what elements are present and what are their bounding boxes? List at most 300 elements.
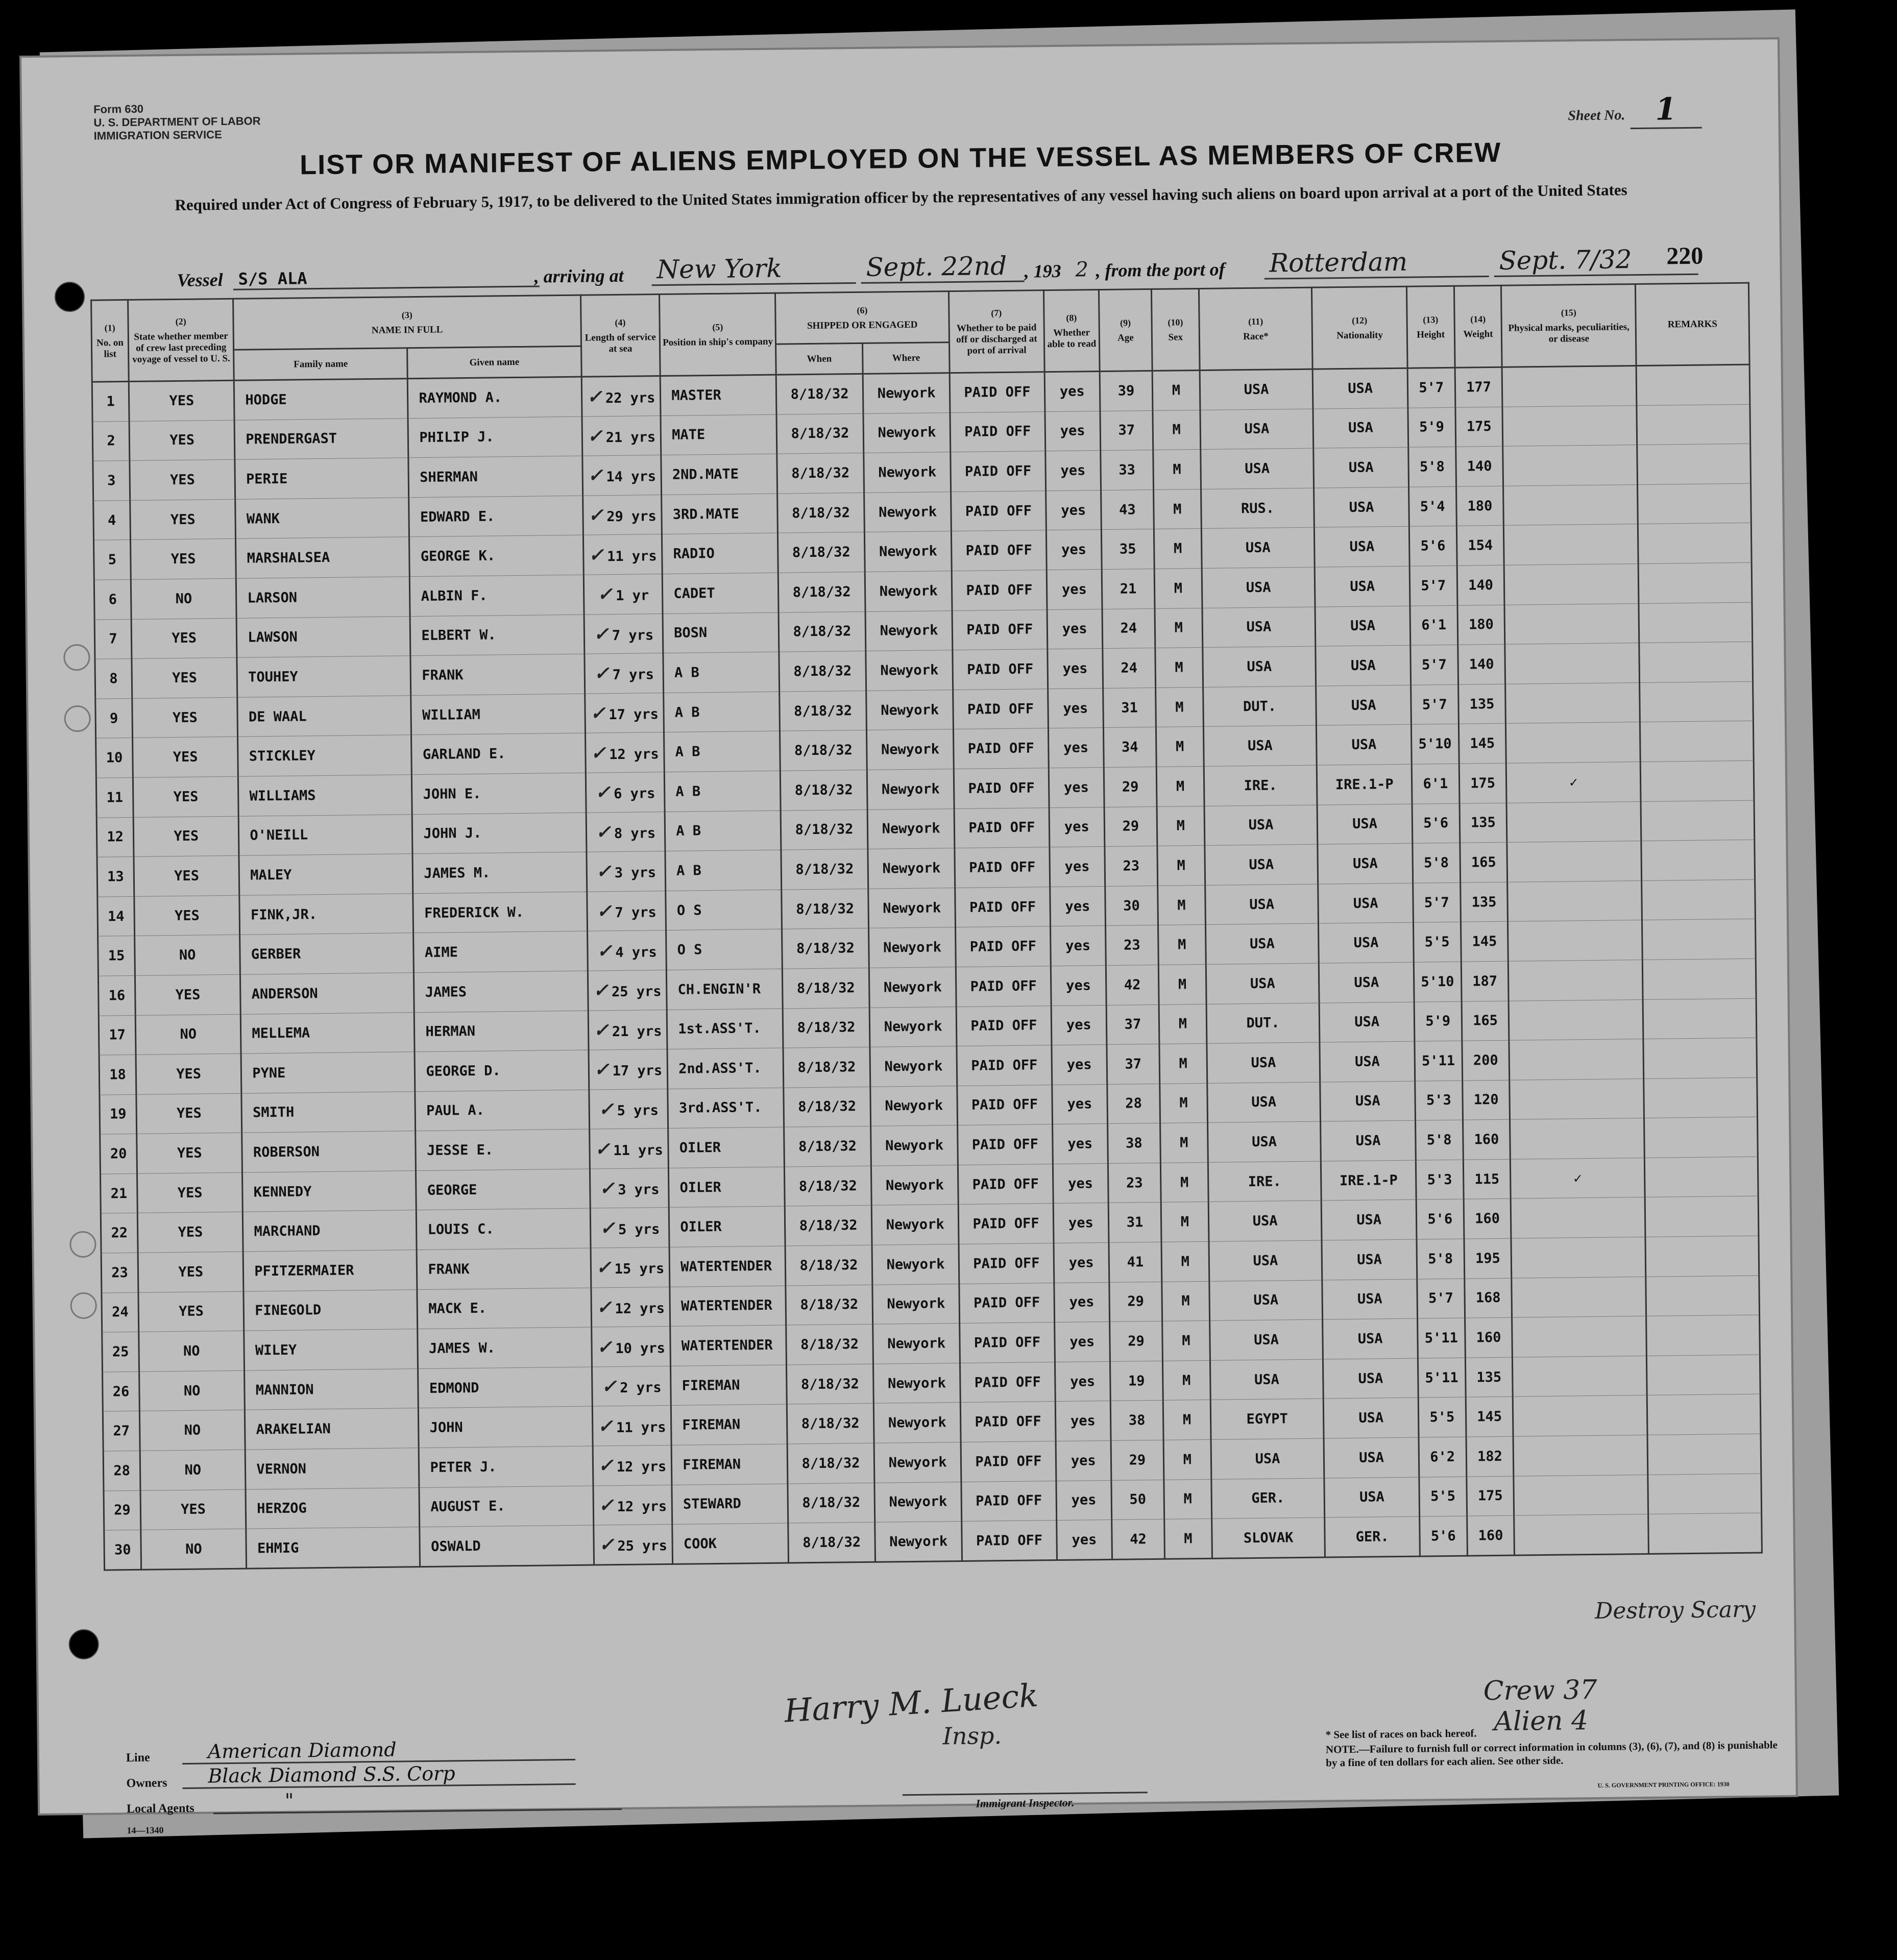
cell-shipped-where: Newyork — [874, 1482, 962, 1522]
cell-remarks — [1639, 642, 1753, 682]
service-text: 1 yr — [616, 587, 649, 604]
cell-race: USA — [1207, 1042, 1320, 1083]
service-text: 12 yrs — [617, 1498, 667, 1515]
page-subtitle: Required under Act of Congress of February 5, 1917, to be delivered to the United States immigration officer by the representatives of any vessel having such aliens on board upon arrival at a port of the United States — [175, 181, 1627, 214]
cell-age: 23 — [1108, 1163, 1161, 1203]
cell-able-to-read: yes — [1045, 490, 1101, 530]
cell-height: 5'7 — [1417, 1279, 1465, 1319]
cell-given-name: HERMAN — [415, 1011, 589, 1052]
col-age-header: (9) Age — [1099, 289, 1152, 371]
cell-remarks — [1643, 959, 1757, 999]
col-remarks-header: REMARKS — [1636, 283, 1749, 365]
cell-height: 5'8 — [1415, 1120, 1463, 1160]
cell-position: 2ND.MATE — [661, 454, 777, 495]
cell-weight: 115 — [1463, 1159, 1511, 1199]
cell-sex: M — [1154, 529, 1202, 569]
check-mark-icon: ✓ — [598, 1455, 614, 1477]
cell-row-number: 1 — [92, 381, 129, 421]
service-text: 12 yrs — [609, 746, 659, 763]
cell-able-to-read: yes — [1044, 372, 1100, 412]
cell-service-length — [588, 970, 667, 1010]
cell-shipped-where: Newyork — [863, 373, 950, 413]
cell-physical-marks — [1511, 1197, 1646, 1238]
arriving-label: , arriving at — [534, 265, 624, 287]
cell-weight: 180 — [1457, 605, 1505, 645]
cell-age: 38 — [1107, 1123, 1160, 1164]
cell-height: 5'11 — [1415, 1041, 1463, 1081]
cell-age: 24 — [1102, 608, 1155, 649]
cell-family-name: LARSON — [236, 577, 410, 618]
cell-prev-voyage: YES — [137, 1172, 243, 1213]
crew-table — [90, 282, 1763, 1571]
cell-shipped-when: 8/18/32 — [787, 1404, 874, 1444]
cell-able-to-read: yes — [1056, 1480, 1112, 1521]
cell-row-number: 25 — [102, 1332, 139, 1372]
cell-remarks — [1648, 1474, 1762, 1514]
cell-remarks — [1646, 1315, 1760, 1356]
cell-given-name: AUGUST E. — [419, 1486, 593, 1527]
cell-nationality: USA — [1322, 1239, 1417, 1280]
cell-given-name: PAUL A. — [415, 1090, 589, 1131]
cell-sex: M — [1162, 1321, 1210, 1361]
cell-row-number: 17 — [99, 1015, 136, 1055]
cell-family-name: MARSHALSEA — [236, 537, 410, 578]
cell-position: A B — [664, 731, 781, 772]
col-given-name-header: Given name — [407, 346, 581, 379]
cell-height: 6'1 — [1410, 605, 1458, 646]
cell-row-number: 27 — [103, 1411, 140, 1451]
cell-shipped-where: Newyork — [873, 1403, 961, 1443]
cell-shipped-where: Newyork — [869, 967, 956, 1007]
manifest-number: 220 — [1666, 242, 1704, 270]
check-mark-icon: ✓ — [594, 1059, 610, 1081]
cell-height: 5'9 — [1414, 1001, 1462, 1042]
cell-position: A B — [663, 652, 780, 693]
cell-shipped-where: Newyork — [867, 808, 955, 849]
col-read-header: (8) Whether able to read — [1043, 290, 1100, 372]
cell-service-length — [583, 574, 663, 614]
cell-nationality: USA — [1320, 1081, 1415, 1122]
cell-nationality: USA — [1322, 1279, 1417, 1320]
cell-age: 38 — [1110, 1401, 1163, 1441]
cell-row-number: 9 — [95, 698, 133, 738]
cell-family-name: ARAKELIAN — [245, 1408, 419, 1450]
cell-shipped-where: Newyork — [871, 1125, 958, 1166]
arriving-value: New York — [651, 253, 856, 286]
cell-row-number: 30 — [104, 1530, 141, 1570]
cell-able-to-read: yes — [1051, 1005, 1107, 1045]
cell-sex: M — [1153, 410, 1201, 450]
cell-age: 35 — [1101, 529, 1154, 570]
cell-position: A B — [665, 771, 781, 812]
cell-row-number: 24 — [102, 1292, 139, 1332]
cell-race: EGYPT — [1210, 1399, 1324, 1439]
cell-position: CH.ENGIN'R — [667, 969, 783, 1010]
check-mark-icon: ✓ — [594, 663, 610, 684]
cell-race: DUT. — [1206, 1003, 1320, 1044]
cell-service-length — [583, 534, 662, 575]
cell-race: RUS. — [1201, 488, 1314, 529]
cell-prev-voyage: NO — [135, 935, 240, 976]
cell-able-to-read: yes — [1051, 965, 1106, 1006]
cell-given-name: JOHN — [419, 1406, 593, 1448]
cell-paid-off: PAID OFF — [954, 807, 1049, 848]
cell-position: O S — [666, 929, 783, 970]
cell-remarks — [1647, 1394, 1761, 1435]
cell-weight: 145 — [1458, 724, 1506, 764]
cell-weight: 195 — [1464, 1238, 1512, 1279]
cell-shipped-where: Newyork — [872, 1244, 959, 1285]
cell-nationality: USA — [1321, 1120, 1416, 1161]
cell-shipped-where: Newyork — [870, 1046, 957, 1087]
cell-position: FIREMAN — [671, 1365, 787, 1406]
cell-row-number: 4 — [93, 500, 131, 540]
cell-paid-off: PAID OFF — [950, 372, 1044, 413]
cell-service-length — [591, 1287, 670, 1327]
cell-row-number: 18 — [99, 1055, 136, 1094]
cell-height: 5'9 — [1408, 407, 1456, 448]
cell-given-name: JAMES — [414, 971, 588, 1012]
cell-weight: 200 — [1462, 1040, 1510, 1081]
cell-family-name: WANK — [235, 497, 409, 538]
cell-service-length — [590, 1168, 669, 1208]
cell-height: 5'10 — [1414, 962, 1462, 1002]
cell-physical-marks — [1509, 960, 1643, 1000]
cell-position: MASTER — [660, 375, 776, 415]
cell-height: 5'5 — [1418, 1398, 1466, 1438]
cell-row-number: 10 — [96, 738, 133, 778]
cell-weight: 140 — [1457, 644, 1505, 684]
check-mark-icon: ✓ — [593, 1019, 610, 1041]
service-text: 12 yrs — [616, 1459, 667, 1476]
cell-shipped-where: Newyork — [868, 888, 956, 928]
cell-paid-off: PAID OFF — [957, 1045, 1052, 1086]
cell-physical-marks — [1510, 1079, 1644, 1119]
cell-service-length — [581, 376, 661, 416]
cell-physical-marks — [1504, 524, 1639, 565]
cell-remarks — [1645, 1236, 1759, 1277]
cell-height: 5'6 — [1412, 803, 1460, 844]
races-note: * See list of races on back hereof. — [1325, 1727, 1477, 1741]
cell-shipped-where: Newyork — [868, 848, 955, 889]
check-mark-icon: ✓ — [596, 900, 612, 922]
service-text: 3 yrs — [618, 1182, 660, 1198]
cell-shipped-when: 8/18/32 — [785, 1245, 872, 1285]
cell-given-name: ELBERT W. — [410, 615, 585, 656]
cell-remarks — [1643, 998, 1757, 1039]
cell-sex: M — [1156, 766, 1204, 806]
cell-height: 5'5 — [1419, 1477, 1467, 1517]
cell-paid-off: PAID OFF — [953, 689, 1048, 729]
cell-prev-voyage: YES — [133, 776, 239, 817]
cell-height: 5'8 — [1417, 1239, 1465, 1279]
form-code: 14—1340 — [127, 1825, 164, 1836]
cell-remarks — [1648, 1513, 1762, 1554]
service-text: 10 yrs — [615, 1340, 666, 1357]
cell-remarks — [1644, 1077, 1758, 1118]
cell-remarks — [1639, 602, 1753, 643]
check-mark-icon: ✓ — [599, 1217, 616, 1239]
cell-able-to-read: yes — [1054, 1242, 1109, 1283]
cell-family-name: WILLIAMS — [238, 775, 412, 816]
cell-given-name: ALBIN F. — [410, 575, 584, 616]
cell-paid-off: PAID OFF — [957, 1085, 1052, 1125]
cell-physical-marks — [1511, 1237, 1646, 1278]
cell-weight: 160 — [1464, 1199, 1512, 1239]
cell-shipped-where: Newyork — [871, 1165, 958, 1205]
cell-prev-voyage: YES — [140, 1489, 246, 1530]
punch-ring — [63, 644, 90, 671]
col-where-header: Where — [863, 342, 950, 374]
cell-able-to-read: yes — [1047, 569, 1102, 609]
cell-height: 6'2 — [1419, 1437, 1467, 1477]
service-text: 7 yrs — [615, 904, 656, 921]
cell-sex: M — [1160, 1123, 1208, 1163]
cell-sex: M — [1154, 568, 1202, 608]
cell-weight: 160 — [1463, 1119, 1511, 1160]
cell-family-name: PRENDERGAST — [234, 418, 408, 459]
cell-row-number: 7 — [94, 619, 132, 659]
cell-given-name: OSWALD — [420, 1525, 594, 1566]
cell-age: 23 — [1105, 846, 1158, 887]
cell-row-number: 15 — [98, 936, 135, 976]
cell-paid-off: PAID OFF — [956, 926, 1051, 967]
cell-nationality: USA — [1323, 1318, 1418, 1359]
cell-family-name: MANNION — [245, 1368, 419, 1410]
cell-service-length — [592, 1406, 671, 1446]
cell-sex: M — [1158, 885, 1206, 925]
cell-sex: M — [1154, 489, 1202, 529]
cell-shipped-when: 8/18/32 — [781, 849, 868, 889]
cell-prev-voyage: YES — [134, 895, 240, 936]
cell-prev-voyage: NO — [131, 578, 236, 619]
cell-paid-off: PAID OFF — [956, 1006, 1051, 1046]
col-sex-header: (10) Sex — [1151, 288, 1199, 371]
check-mark-icon: ✓ — [590, 702, 606, 724]
cell-paid-off: PAID OFF — [959, 1243, 1054, 1284]
cell-shipped-when: 8/18/32 — [777, 453, 864, 494]
cell-age: 42 — [1106, 965, 1159, 1005]
cell-shipped-when: 8/18/32 — [776, 413, 864, 454]
cell-shipped-where: Newyork — [869, 1007, 957, 1047]
cell-paid-off: PAID OFF — [955, 847, 1050, 888]
cell-able-to-read: yes — [1052, 1045, 1107, 1085]
cell-age: 23 — [1105, 925, 1158, 966]
cell-weight: 177 — [1455, 367, 1503, 407]
cell-prev-voyage: YES — [132, 697, 238, 738]
cell-weight: 182 — [1466, 1436, 1514, 1477]
cell-nationality: IRE.1-P — [1321, 1160, 1416, 1201]
cell-age: 31 — [1103, 688, 1156, 728]
cell-physical-marks — [1507, 841, 1642, 882]
col-height-header: (13) Height — [1406, 286, 1454, 368]
cell-paid-off: PAID OFF — [960, 1402, 1055, 1442]
cell-nationality: USA — [1314, 447, 1408, 488]
line-label: Line — [126, 1751, 150, 1765]
cell-race: USA — [1203, 646, 1316, 687]
check-mark-icon: ✓ — [595, 821, 612, 843]
cell-family-name: PFITZERMAIER — [243, 1250, 417, 1291]
cell-nationality: IRE.1-P — [1317, 764, 1412, 805]
cell-race: USA — [1208, 1201, 1322, 1242]
cell-physical-marks — [1509, 1039, 1644, 1080]
cell-age: 31 — [1108, 1203, 1161, 1243]
cell-physical-marks — [1512, 1277, 1646, 1317]
cell-position: WATERTENDER — [670, 1286, 786, 1327]
cell-shipped-when: 8/18/32 — [784, 1087, 871, 1127]
cell-service-length — [585, 732, 664, 773]
cell-age: 21 — [1102, 569, 1155, 609]
cell-height: 5'8 — [1413, 843, 1461, 883]
cell-able-to-read: yes — [1046, 530, 1102, 570]
cell-nationality: USA — [1313, 408, 1408, 449]
cell-prev-voyage: YES — [133, 737, 238, 778]
cell-able-to-read: yes — [1050, 926, 1106, 966]
cell-row-number: 23 — [101, 1253, 138, 1292]
cell-remarks — [1640, 681, 1754, 722]
cell-shipped-when: 8/18/32 — [782, 928, 869, 969]
cell-sex: M — [1161, 1241, 1209, 1282]
cell-row-number: 2 — [92, 421, 130, 461]
cell-race: USA — [1207, 1082, 1320, 1123]
cell-row-number: 14 — [98, 896, 135, 936]
col-race-header: (11) Race* — [1199, 287, 1312, 370]
check-mark-icon: ✓ — [593, 623, 610, 645]
cell-remarks — [1646, 1276, 1760, 1316]
service-text: 11 yrs — [606, 548, 657, 565]
cell-given-name: GEORGE — [416, 1169, 590, 1210]
cell-remarks — [1643, 1038, 1757, 1079]
cell-row-number: 28 — [103, 1451, 140, 1490]
inspector-label: Immigrant Inspector. — [903, 1792, 1148, 1811]
cell-weight: 160 — [1465, 1317, 1513, 1358]
cell-shipped-when: 8/18/32 — [782, 968, 869, 1008]
cell-sex: M — [1153, 450, 1201, 490]
cell-physical-marks: ✓ — [1506, 762, 1641, 802]
cell-weight: 154 — [1456, 526, 1504, 566]
cell-weight: 160 — [1467, 1515, 1515, 1556]
cell-race: USA — [1209, 1319, 1323, 1360]
check-mark-icon: ✓ — [588, 504, 604, 526]
cell-shipped-where: Newyork — [865, 571, 952, 611]
cell-able-to-read: yes — [1049, 767, 1104, 807]
cell-height: 5'8 — [1408, 447, 1456, 487]
cell-nationality: USA — [1324, 1437, 1419, 1478]
cell-race: USA — [1205, 844, 1318, 885]
cell-prev-voyage: YES — [136, 1054, 241, 1094]
cell-paid-off: PAID OFF — [951, 491, 1046, 531]
cell-age: 29 — [1111, 1440, 1164, 1480]
cell-given-name: MACK E. — [417, 1288, 591, 1329]
cell-shipped-where: Newyork — [863, 412, 951, 453]
cell-weight: 165 — [1460, 842, 1508, 883]
cell-given-name: GEORGE D. — [415, 1050, 589, 1091]
cell-service-length — [582, 455, 661, 496]
check-mark-icon: ✓ — [598, 1494, 614, 1516]
cell-row-number: 21 — [100, 1173, 137, 1213]
cell-family-name: LAWSON — [236, 616, 410, 657]
cell-position: OILER — [668, 1127, 785, 1168]
check-mark-icon: ✓ — [590, 742, 606, 764]
cell-height: 5'6 — [1416, 1199, 1464, 1240]
cell-shipped-when: 8/18/32 — [784, 1166, 871, 1206]
service-text: 8 yrs — [614, 825, 656, 842]
col-no-header: (1) No. on list — [91, 300, 129, 382]
cell-remarks — [1641, 840, 1755, 880]
cell-race: USA — [1200, 409, 1314, 450]
cell-shipped-when: 8/18/32 — [780, 691, 867, 731]
cell-race: SLOVAK — [1211, 1517, 1325, 1558]
cell-given-name: JOHN E. — [412, 773, 586, 814]
cell-shipped-when: 8/18/32 — [784, 1126, 871, 1167]
cell-given-name: EDWARD E. — [409, 496, 583, 537]
cell-height: 5'5 — [1413, 922, 1461, 962]
cell-able-to-read: yes — [1050, 847, 1105, 887]
cell-shipped-when: 8/18/32 — [787, 1443, 874, 1483]
cell-sex: M — [1157, 846, 1205, 886]
cell-race: USA — [1207, 1121, 1321, 1162]
cell-shipped-when: 8/18/32 — [778, 572, 865, 612]
cell-race: USA — [1205, 884, 1318, 925]
cell-physical-marks — [1514, 1514, 1649, 1555]
col-marks-header: (15) Physical marks, peculiarities, or disease — [1501, 284, 1637, 368]
agents-value: " — [213, 1786, 622, 1814]
cell-prev-voyage: NO — [141, 1529, 247, 1570]
cell-weight: 165 — [1462, 1001, 1510, 1041]
cell-prev-voyage: YES — [138, 1252, 244, 1292]
cell-shipped-where: Newyork — [867, 769, 954, 809]
cell-given-name: GEORGE K. — [409, 535, 583, 577]
cell-age: 24 — [1103, 648, 1156, 689]
cell-prev-voyage: YES — [131, 539, 236, 580]
cell-sex: M — [1152, 370, 1200, 410]
cell-shipped-where: Newyork — [864, 452, 951, 493]
cell-service-length — [589, 1129, 668, 1169]
punch-ring — [70, 1292, 97, 1319]
cell-family-name: MELLEMA — [241, 1012, 415, 1054]
cell-shipped-when: 8/18/32 — [780, 770, 867, 810]
cell-service-length — [591, 1247, 670, 1288]
cell-family-name: MARCHAND — [243, 1210, 417, 1252]
cell-age: 50 — [1111, 1480, 1164, 1520]
service-text: 21 yrs — [605, 429, 656, 446]
cell-position: FIREMAN — [671, 1444, 788, 1485]
cell-position: COOK — [672, 1523, 789, 1564]
service-text: 11 yrs — [616, 1419, 666, 1436]
cell-age: 29 — [1104, 806, 1157, 847]
cell-sex: M — [1163, 1400, 1211, 1440]
cell-family-name: DE WAAL — [237, 695, 411, 737]
check-mark-icon: ✓ — [588, 464, 603, 487]
col-shipped-header: (6) SHIPPED OR ENGAGED — [775, 291, 949, 345]
cell-prev-voyage: YES — [134, 855, 239, 896]
cell-race: GER. — [1211, 1478, 1325, 1519]
cell-prev-voyage: YES — [132, 657, 237, 698]
cell-prev-voyage: YES — [137, 1212, 243, 1253]
cell-position: A B — [665, 811, 781, 851]
cell-weight: 145 — [1461, 922, 1509, 962]
inspector-signature: Harry M. Lueck — [783, 1676, 1039, 1730]
cell-nationality: USA — [1315, 566, 1410, 607]
col-when-header: When — [776, 343, 863, 375]
handwritten-remark: Destroy Scary — [1594, 1596, 1756, 1624]
cell-weight: 168 — [1464, 1278, 1512, 1318]
cell-family-name: PYNE — [241, 1052, 415, 1093]
cell-paid-off: PAID OFF — [961, 1441, 1056, 1482]
cell-position: OILER — [669, 1167, 785, 1208]
cell-position: O S — [666, 890, 782, 930]
cell-given-name: JESSE E. — [416, 1129, 590, 1170]
